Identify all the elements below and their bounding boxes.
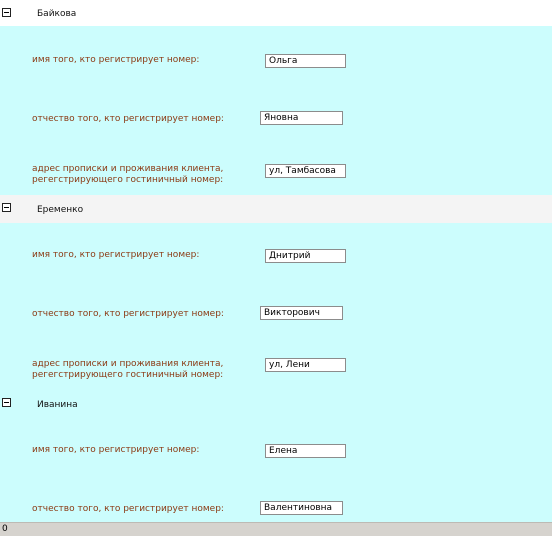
patronymic-field[interactable] [260,111,343,125]
patronymic-field[interactable] [260,501,343,515]
address-label-line1: адрес прописки и проживания клиента, [32,164,224,174]
patronymic-label: отчество того, кто регистрирует номер: [32,309,224,319]
first-name-label: имя того, кто регистрирует номер: [32,250,200,260]
first-name-label: имя того, кто регистрирует номер: [32,55,200,65]
status-text: 0 [2,524,8,534]
group-header-baikova [0,0,552,26]
collapse-icon[interactable] [2,8,11,17]
group-header-ivanina [0,392,552,418]
address-field[interactable] [265,164,346,178]
group-title: Байкова [37,9,77,19]
status-bar [0,522,552,536]
patronymic-label: отчество того, кто регистрирует номер: [32,504,224,514]
address-label [32,359,223,381]
address-label-line1: адрес прописки и проживания клиента, [32,359,224,369]
collapse-icon[interactable] [2,398,11,407]
first-name-field[interactable] [265,54,346,68]
address-label [32,164,223,186]
first-name-field[interactable] [265,249,346,263]
group-title: Еременко [37,205,84,215]
address-label-line2: регегстрирующего гостиничный номер: [32,370,224,380]
group-title: Иванина [37,400,78,410]
address-label-line2: регегстрирующего гостиничный номер: [32,175,224,185]
address-field[interactable] [265,358,346,372]
first-name-label: имя того, кто регистрирует номер: [32,445,200,455]
patronymic-label: отчество того, кто регистрирует номер: [32,114,224,124]
group-header-eremenko [0,195,552,223]
first-name-field[interactable] [265,444,346,458]
patronymic-field[interactable] [260,306,343,320]
collapse-icon[interactable] [2,203,11,212]
